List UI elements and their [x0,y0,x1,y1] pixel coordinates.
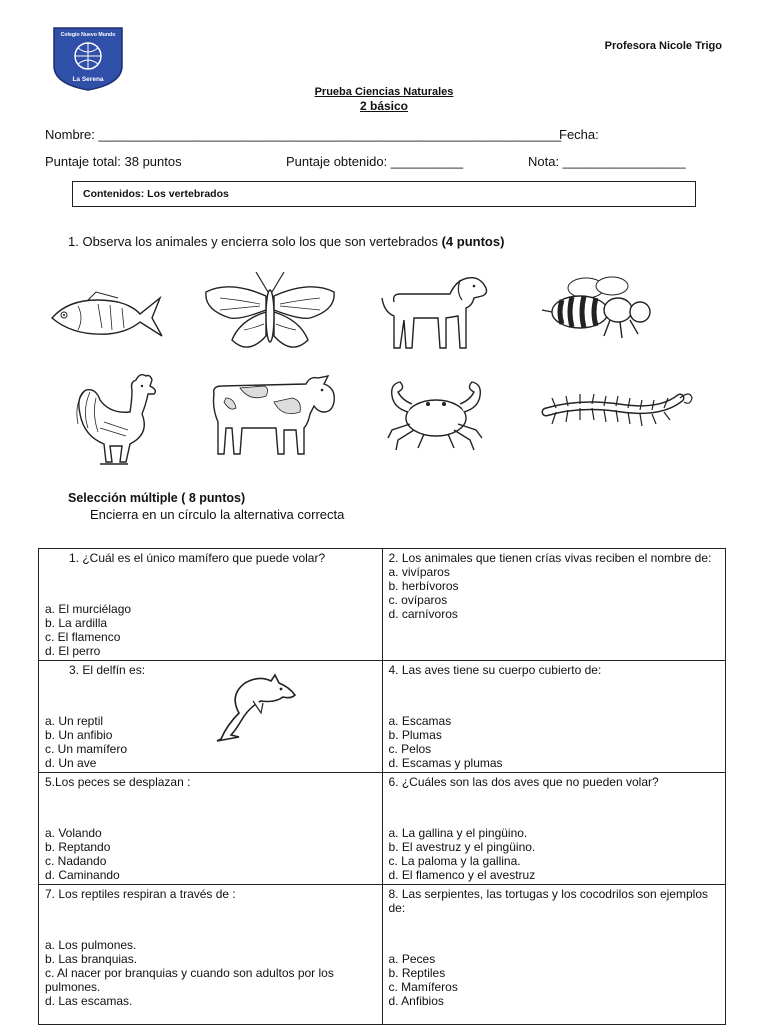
option-c[interactable]: c. La paloma y la gallina. [388,854,521,868]
total-score: Puntaje total: 38 puntos [45,154,182,169]
teacher-name: Profesora Nicole Trigo [604,40,722,52]
option-b[interactable]: b. Reptando [45,840,111,854]
question-cell-5 [39,773,383,885]
option-d[interactable]: d. Las escamas. [45,994,133,1008]
bee-icon[interactable] [540,274,660,342]
option-d[interactable]: d. Caminando [45,868,120,882]
centipede-icon[interactable] [540,384,694,434]
option-a[interactable]: a. Volando [45,826,102,840]
option-b[interactable]: b. Reptiles [388,966,446,980]
date-field[interactable]: Fecha: [559,127,599,142]
multiple-choice-instruction: Encierra en un círculo la alternativa correcta [90,507,345,522]
option-b[interactable]: b. Plumas [388,728,442,742]
option-d[interactable]: d. Anfibios [388,994,444,1008]
question-cell-4 [382,661,726,773]
school-logo [52,26,124,92]
option-c[interactable]: c. Un mamífero [45,742,128,756]
butterfly-icon[interactable] [200,270,340,356]
logo-text-bottom: La Serena [72,76,104,83]
test-grade: 2 básico [359,99,409,113]
question-cell-3 [39,661,383,773]
fish-icon[interactable] [48,288,166,342]
question-cell-1 [39,549,383,661]
question-text: 7. Los reptiles respiran a través de : [45,887,236,901]
option-a[interactable]: a. Los pulmones. [45,938,137,952]
test-title: Prueba Ciencias Naturales [314,86,454,98]
question-text: 4. Las aves tiene su cuerpo cubierto de: [388,663,602,677]
contents-box [72,181,696,207]
question-text: 6. ¿Cuáles son las dos aves que no pueden volar? [388,775,659,789]
option-c[interactable]: c. Nadando [45,854,107,868]
dolphin-icon [209,673,299,743]
question-text: 1. ¿Cuál es el único mamífero que puede volar? [69,551,326,565]
question-cell-6 [382,773,726,885]
option-a[interactable]: a. El murciélago [45,602,132,616]
option-b[interactable]: b. La ardilla [45,616,108,630]
option-d[interactable]: d. El flamenco y el avestruz [388,868,536,882]
name-field[interactable]: Nombre: ________________________________________________________________ [45,127,562,142]
option-c[interactable]: c. Mamíferos [388,980,458,994]
contents-text: Contenidos: Los vertebrados [83,188,229,200]
option-a[interactable]: a. La gallina y el pingüino. [388,826,528,840]
q1-text: 1. Observa los animales y encierra solo los que son vertebrados [68,234,438,249]
q1-points: (4 puntos) [441,234,505,249]
obtained-score-field[interactable]: Puntaje obtenido: __________ [286,154,464,169]
option-d[interactable]: d. El perro [45,644,101,658]
multiple-choice-title: Selección múltiple ( 8 puntos) [68,491,246,505]
option-d[interactable]: d. Un ave [45,756,97,770]
option-b[interactable]: b. Las branquias. [45,952,138,966]
option-b[interactable]: b. Un anfibio [45,728,113,742]
rooster-icon[interactable] [70,370,160,470]
option-c[interactable]: c. Al nacer por branquias y cuando son adultos por los pulmones. [45,966,334,994]
question-text: 5.Los peces se desplazan : [45,775,191,789]
option-c[interactable]: c. ovíparos [388,593,448,607]
option-a[interactable]: a. Escamas [388,714,452,728]
grade-field[interactable]: Nota: _________________ [528,154,686,169]
question-text: 3. El delfín es: [69,663,146,677]
option-a[interactable]: a. Peces [388,952,436,966]
question-cell-2 [382,549,726,661]
option-b[interactable]: b. El avestruz y el pingüino. [388,840,536,854]
dog-icon[interactable] [380,272,492,352]
option-c[interactable]: c. Pelos [388,742,432,756]
option-a[interactable]: a. Un reptil [45,714,104,728]
question-text: 8. Las serpientes, las tortugas y los cocodrilos son ejemplos de: [388,887,708,915]
crab-icon[interactable] [384,378,488,454]
question-cell-7 [39,885,383,1025]
option-d[interactable]: d. carnívoros [388,607,458,621]
option-a[interactable]: a. vivíparos [388,565,450,579]
question-text: 2. Los animales que tienen crías vivas reciben el nombre de: [388,551,712,565]
question-1-instruction [68,234,504,249]
option-d[interactable]: d. Escamas y plumas [388,756,503,770]
question-cell-8 [382,885,726,1025]
cow-icon[interactable] [210,372,340,458]
questions-table [38,548,726,1025]
logo-text-top: Colegio Nuevo Mundo [60,32,116,38]
option-b[interactable]: b. herbívoros [388,579,459,593]
option-c[interactable]: c. El flamenco [45,630,121,644]
